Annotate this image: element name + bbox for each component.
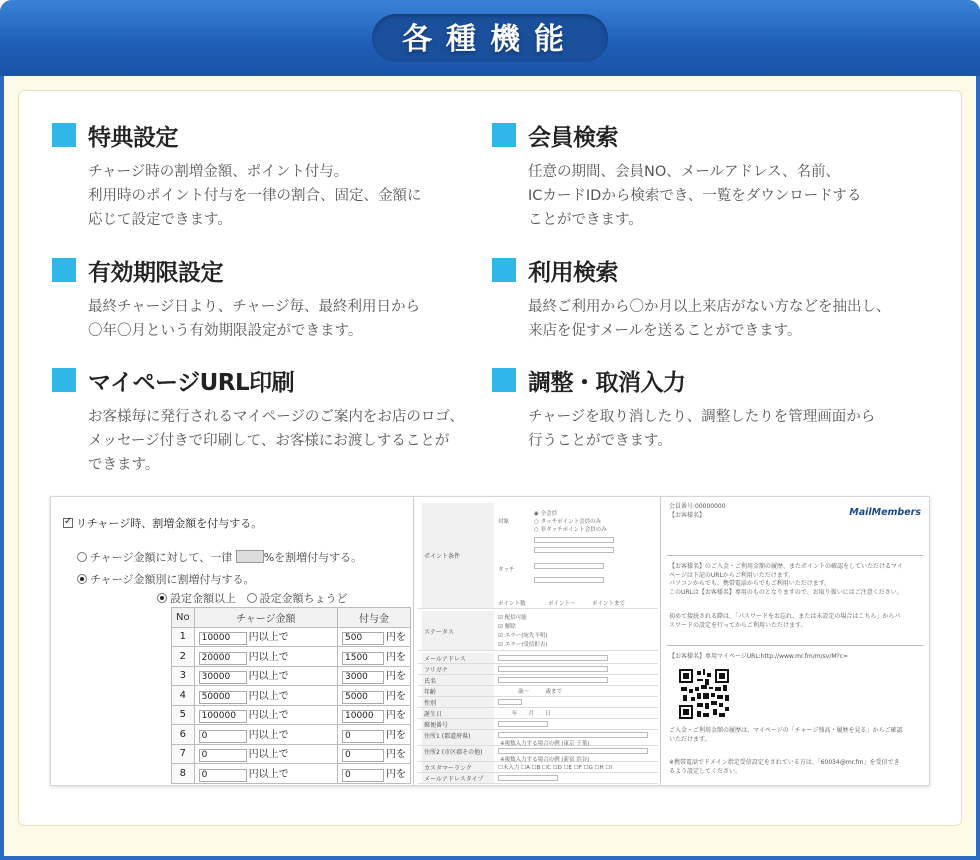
feature-square-icon (52, 123, 76, 147)
flat-rate-radio-row: チャージ金額に対して、一律 %を割増付与する。 (77, 549, 362, 565)
feature-title: 調整・取消入力 (528, 369, 686, 396)
table-row: 8 0 円以上で 0 円を (172, 764, 411, 784)
col-amount: チャージ金額 (194, 608, 337, 628)
table-row: 6 0 円以上で 0 円を (172, 725, 411, 745)
feature-square-icon (492, 258, 516, 282)
feature-square-icon (52, 368, 76, 392)
qr-code-icon (679, 669, 729, 719)
feature-square-icon (492, 123, 516, 147)
tiered-radio[interactable] (77, 574, 87, 584)
bonus-settings-screenshot (51, 497, 411, 786)
header-bar (0, 0, 980, 76)
feature-title: マイページURL印刷 (88, 369, 295, 396)
feature-tokuten (52, 118, 482, 232)
mypage-url[interactable]: 【お客様名】専用マイページURL:http://www.mr.fm/m/sv/M?c= (669, 653, 849, 660)
feature-title: 有効期限設定 (88, 259, 223, 286)
flat-rate-radio[interactable] (77, 552, 87, 562)
bonus-checkbox-row (63, 515, 262, 531)
feature-title: 会員検索 (528, 124, 618, 151)
member-search-screenshot: ポイント条件 対象 ◉ 全会員 ○ タッチポイント会員のみ ○ 非タッチポイント会員のみ タッチ ポイント数 ポイント〜 ポイントまで ステータス ☑ 配信可能 ☑ 解除 ☑ エラー(宛先不明) ☑ エラー(受信拒否) メールアドレス フリガナ 氏名 年齢 歳〜 歳まで 性別 誕生日 年 月 日 郵便番号 住所1 (都道府県) ※複数入力する場合の例 (東京 千葉) 住所2 (市区郡その他) ※複数入力する場合の例 (新宿 渋谷) カスタマーランク ☐未入力 ☐A ☐B ☐C ☐D ☐E ☐F ☐G ☐H ☐I メールアドレスタイプ (413, 497, 661, 786)
col-grant: 付与金 (338, 608, 411, 628)
feature-description: 最終チャージ日より、チャージ毎、最終利用日から 〇年〇月という有効期限設定ができます。 (88, 299, 421, 339)
feature-member-search (492, 118, 922, 232)
threshold-exact-radio[interactable] (247, 593, 257, 603)
feature-square-icon (52, 258, 76, 282)
mypage-print-screenshot: 会員番号:00000000 【お客様名】 MailMembers 【お客様名】のご入金・ご利用金額の履歴、またポイントの確認をしていただけるマイ ページは下記のURLからご利用いただけます。 パソコンからでも、携帯電話からでもご利用いただけます。 このURLは【お客様名】専用のものとなりますので、お取り扱いにはご注意ください。 初めて接続される際は、「パスワードをお忘れ、または未設定の場合はこちら」からパ スワードの設定を行ってからご利用いただけます。 【お客様名】専用マイページURL:http://www.mr.fm/m/sv/M?c= ご入金・ご利用金額の履歴は、マイページの「チャージ残高・履歴を見る」からご確認 いただけます。 ※携帯電話でドメイン指定受信設定をされている方は、「60034@mr.fm」を受信でき るよう設定してください。 (663, 497, 930, 786)
page-title: 各種機能 (402, 22, 578, 57)
bonus-checkbox-label: リチャージ時、割増金額を付与する。 (76, 517, 263, 530)
table-row: 2 20000 円以上で 1500 円を (172, 647, 411, 667)
threshold-above-radio[interactable] (157, 593, 167, 603)
rate-input[interactable] (236, 550, 264, 563)
col-no: No (172, 608, 195, 628)
bonus-table (171, 607, 411, 784)
feature-description: お客様毎に発行されるマイページのご案内をお店のロゴ、 メッセージ付きで印刷して、お客様にお渡しすることが できます。 (88, 409, 464, 473)
table-row: 4 50000 円以上で 5000 円を (172, 686, 411, 706)
threshold-radio-row: 設定金額以上 設定金額ちょうど (157, 590, 348, 606)
feature-usage-search (492, 253, 922, 343)
table-row: 1 10000 円以上で 500 円を (172, 627, 411, 647)
feature-expiry (52, 253, 482, 343)
feature-title: 利用検索 (528, 259, 618, 286)
table-row: 7 0 円以上で 0 円を (172, 744, 411, 764)
mailmembers-logo: MailMembers (849, 507, 921, 518)
feature-description: チャージを取り消したり、調整したりを管理画面から 行うことができます。 (528, 409, 876, 449)
tiered-radio-row: チャージ金額別に割増付与する。 (77, 571, 254, 587)
feature-description: 最終ご利用から〇か月以上来店がない方などを抽出し、 来店を促すメールを送ることができます。 (528, 299, 891, 339)
feature-description: 任意の期間、会員NO、メールアドレス、名前、 ICカードIDから検索でき、一覧をダウンロードする ことができます。 (528, 164, 862, 228)
feature-mypage-print (52, 363, 482, 477)
bonus-checkbox[interactable] (63, 518, 73, 528)
feature-square-icon (492, 368, 516, 392)
feature-description: チャージ時の割増金額、ポイント付与。 利用時のポイント付与を一律の割合、固定、金額に 応じて設定できます。 (88, 164, 422, 228)
feature-adjust-cancel (492, 363, 922, 453)
table-row: 5 100000 円以上で 10000 円を (172, 705, 411, 725)
screenshots-strip (50, 496, 930, 786)
table-row: 3 30000 円以上で 3000 円を (172, 666, 411, 686)
feature-title: 特典設定 (88, 124, 178, 151)
